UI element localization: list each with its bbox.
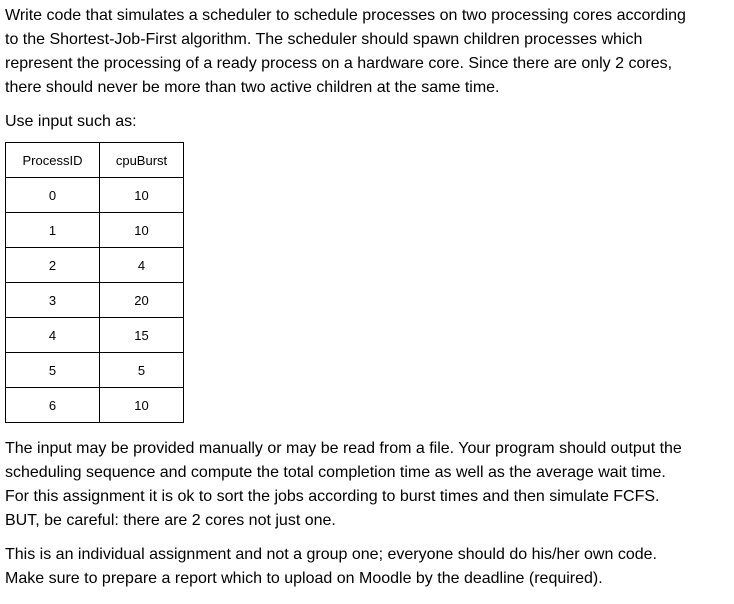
cpu-burst-cell: 10 bbox=[100, 178, 184, 213]
text-line: to the Shortest-Job-First algorithm. The scheduler should spawn children processes which bbox=[5, 31, 643, 48]
details-paragraph bbox=[5, 437, 731, 533]
text-line: scheduling sequence and compute the total completion time as well as the average wait time. bbox=[5, 464, 666, 481]
table-row bbox=[6, 388, 184, 423]
intro-paragraph bbox=[5, 4, 731, 100]
text-line: For this assignment it is ok to sort the jobs according to burst times and then simulate FCFS. bbox=[5, 488, 660, 505]
text-line: represent the processing of a ready process on a hardware core. Since there are only 2 cores, bbox=[5, 55, 673, 72]
table-row bbox=[6, 248, 184, 283]
text-line: Write code that simulates a scheduler to schedule processes on two processing cores according bbox=[5, 7, 686, 24]
table-row bbox=[6, 353, 184, 388]
cpu-burst-cell: 5 bbox=[100, 353, 184, 388]
table-row bbox=[6, 283, 184, 318]
table-row bbox=[6, 318, 184, 353]
assignment-document bbox=[5, 4, 731, 591]
process-id-cell: 5 bbox=[6, 353, 100, 388]
process-table bbox=[5, 142, 184, 423]
process-id-cell: 2 bbox=[6, 248, 100, 283]
process-id-cell: 0 bbox=[6, 178, 100, 213]
process-id-cell: 1 bbox=[6, 213, 100, 248]
table-row bbox=[6, 213, 184, 248]
text-line: there should never be more than two active children at the same time. bbox=[5, 79, 500, 96]
closing-paragraph bbox=[5, 543, 731, 591]
text-line: BUT, be careful: there are 2 cores not just one. bbox=[5, 512, 336, 529]
column-header-cpu-burst: cpuBurst bbox=[100, 143, 184, 178]
text-line: This is an individual assignment and not a group one; everyone should do his/her own code. bbox=[5, 546, 657, 563]
cpu-burst-cell: 10 bbox=[100, 213, 184, 248]
cpu-burst-cell: 10 bbox=[100, 388, 184, 423]
column-header-process-id: ProcessID bbox=[6, 143, 100, 178]
process-id-cell: 3 bbox=[6, 283, 100, 318]
input-prompt: Use input such as: bbox=[5, 113, 137, 130]
text-line: Make sure to prepare a report which to upload on Moodle by the deadline (required). bbox=[5, 570, 603, 587]
process-id-cell: 4 bbox=[6, 318, 100, 353]
process-id-cell: 6 bbox=[6, 388, 100, 423]
cpu-burst-cell: 4 bbox=[100, 248, 184, 283]
cpu-burst-cell: 15 bbox=[100, 318, 184, 353]
table-header-row bbox=[6, 143, 184, 178]
cpu-burst-cell: 20 bbox=[100, 283, 184, 318]
text-line: The input may be provided manually or may be read from a file. Your program should output the bbox=[5, 440, 682, 457]
table-row bbox=[6, 178, 184, 213]
